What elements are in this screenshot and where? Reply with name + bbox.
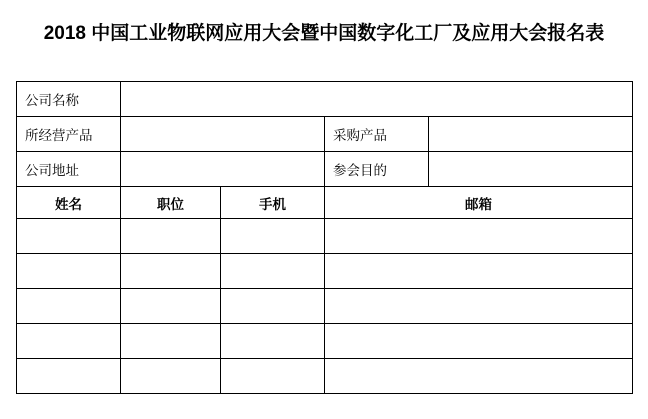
column-header-email: 邮箱	[325, 187, 633, 219]
table-row	[17, 359, 633, 394]
page-title: 2018 中国工业物联网应用大会暨中国数字化工厂及应用大会报名表	[43, 23, 605, 44]
column-header-position: 职位	[121, 187, 221, 219]
cell-mobile[interactable]	[221, 359, 325, 394]
label-products: 所经营产品	[17, 117, 121, 152]
cell-mobile[interactable]	[221, 254, 325, 289]
column-header-mobile: 手机	[221, 187, 325, 219]
column-header-name: 姓名	[17, 187, 121, 219]
cell-email[interactable]	[325, 254, 633, 289]
input-purpose[interactable]	[429, 152, 633, 187]
cell-email[interactable]	[325, 289, 633, 324]
table-row	[17, 219, 633, 254]
cell-mobile[interactable]	[221, 324, 325, 359]
table-row	[17, 254, 633, 289]
table-row-address	[17, 152, 633, 187]
cell-name[interactable]	[17, 359, 121, 394]
input-products[interactable]	[121, 117, 325, 152]
label-purpose: 参会目的	[325, 152, 429, 187]
cell-position[interactable]	[121, 359, 221, 394]
cell-position[interactable]	[121, 289, 221, 324]
table-row-products	[17, 117, 633, 152]
label-company-address: 公司地址	[17, 152, 121, 187]
cell-email[interactable]	[325, 359, 633, 394]
cell-name[interactable]	[17, 254, 121, 289]
cell-position[interactable]	[121, 324, 221, 359]
input-company-address[interactable]	[121, 152, 325, 187]
cell-name[interactable]	[17, 324, 121, 359]
cell-name[interactable]	[17, 219, 121, 254]
registration-table	[16, 81, 633, 394]
table-row	[17, 324, 633, 359]
input-company-name[interactable]	[121, 82, 633, 117]
cell-position[interactable]	[121, 219, 221, 254]
cell-mobile[interactable]	[221, 289, 325, 324]
table-row-company-name	[17, 82, 633, 117]
cell-email[interactable]	[325, 324, 633, 359]
cell-name[interactable]	[17, 289, 121, 324]
input-purchase-products[interactable]	[429, 117, 633, 152]
label-purchase-products: 采购产品	[325, 117, 429, 152]
cell-mobile[interactable]	[221, 219, 325, 254]
cell-email[interactable]	[325, 219, 633, 254]
table-row	[17, 289, 633, 324]
cell-position[interactable]	[121, 254, 221, 289]
label-company-name: 公司名称	[17, 82, 121, 117]
table-header-row-attendees	[17, 187, 633, 219]
